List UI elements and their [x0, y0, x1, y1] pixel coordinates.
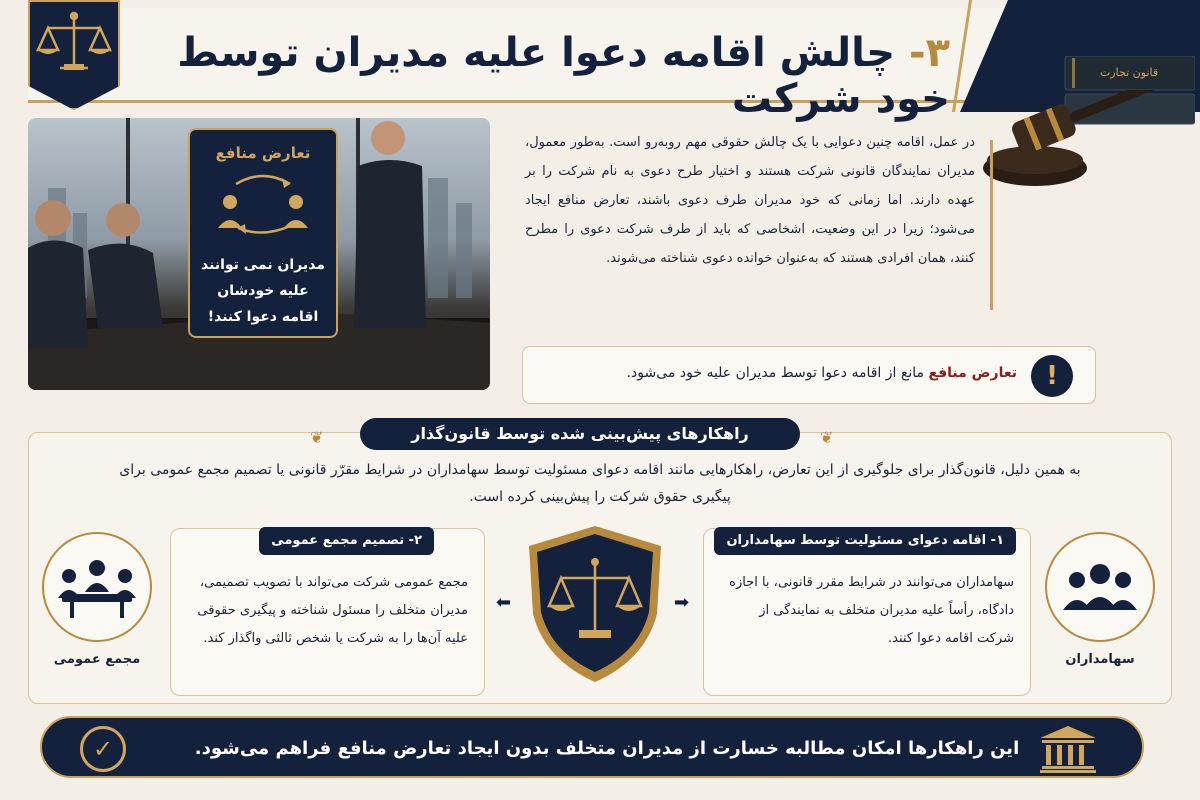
section-title: راهکارهای پیش‌بینی شده توسط قانون‌گذار [360, 418, 800, 450]
shareholders-card-tag: ۱- اقامه دعوای مسئولیت توسط سهامداران [714, 527, 1016, 555]
justice-shield [527, 524, 663, 684]
courthouse-icon [1038, 724, 1098, 774]
paragraph-accent-bar [990, 140, 993, 310]
conflict-card-title: تعارض منافع [215, 144, 311, 162]
book-label: قانون تجارت [1100, 66, 1159, 79]
assembly-label: مجمع عمومی [53, 652, 141, 667]
meeting-photo [28, 118, 490, 390]
shareholders-circle [1045, 532, 1155, 642]
assembly-circle [42, 532, 152, 642]
conflict-card-text: مدیران نمی توانند علیه خودشان اقامه دعوا کنند! [201, 257, 325, 325]
check-icon: ✓ [80, 726, 126, 772]
arrow-right-icon: ➡ [674, 592, 690, 613]
ornament-right-icon: ❦ [820, 428, 834, 447]
title-text: چالش اقامه دعوا علیه مدیران توسط خود شرکت [177, 30, 950, 122]
footer-banner [40, 716, 1144, 778]
warning-highlight: تعارض منافع [928, 365, 1017, 381]
shareholders-icon [1047, 534, 1153, 640]
title-number: ۳- [908, 30, 950, 76]
shareholders-card [703, 528, 1031, 696]
two-people-exchange-icon [208, 168, 318, 238]
scales-icon [30, 2, 118, 88]
shareholders-card-text: سهامداران می‌توانند در شرایط مقرر قانونی، با اجازه دادگاه، رأساً علیه مدیران متخلف به نمایندگی از شرکت اقامه دعوا کنند. [729, 575, 1014, 646]
conflict-of-interest-card [188, 128, 338, 338]
intro-paragraph: در عمل، اقامه چنین دعوایی با یک چالش حقوقی مهم روبه‌رو است. به‌طور معمول، مدیران نمایندگان قانونی شرکت هستند و اختیار طرح دعوی به نام شرکت را بر عهده دارند. اما زمانی که خود مدیران طرف دعوی باشند، تعارض منافع ایجاد می‌شود؛ زیرا در این وضعیت، اشخاصی که باید از طرف شرکت دعوی را مطرح کنند، همان افرادی هستند که به‌عنوان خوانده دعوی شناخته می‌شوند. [525, 135, 975, 266]
section-intro: به همین دلیل، قانون‌گذار برای جلوگیری از این تعارض، راهکارهایی مانند اقامه دعوای مسئولیت توسط سهامداران در شرایط مقرّر قانونی یا تصمیم مجمع عمومی برای پیگیری حقوق شرکت را پیش‌بینی کرده است. [119, 462, 1081, 505]
shield-scales-icon [527, 524, 663, 684]
warning-rest: مانع از اقامه دعوا توسط مدیران علیه خود می‌شود. [626, 365, 929, 381]
footer-text: این راهکارها امکان مطالبه خسارت از مدیران متخلف بدون ایجاد تعارض منافع فراهم می‌شود. [194, 738, 1020, 759]
warning-box [522, 346, 1096, 404]
header [0, 0, 1200, 122]
ornament-left-icon: ❦ [310, 428, 324, 447]
shareholders-label: سهامداران [1065, 652, 1135, 667]
meeting-table-icon [44, 534, 150, 640]
gavel-icon [975, 90, 1175, 200]
assembly-card [170, 528, 485, 696]
exclamation-icon: ! [1031, 355, 1073, 397]
assembly-card-tag: ۲- تصمیم مجمع عمومی [259, 527, 434, 555]
warning-text [627, 365, 1017, 381]
arrow-left-icon: ⬅ [496, 592, 512, 613]
assembly-card-text: مجمع عمومی شرکت می‌تواند با تصویب تصمیمی، مدیران متخلف را مسئول شناخته و پیگیری حقوقی علیه آن‌ها را به شرکت یا شخص ثالثی واگذار کند. [197, 575, 468, 646]
page-title [150, 30, 950, 122]
